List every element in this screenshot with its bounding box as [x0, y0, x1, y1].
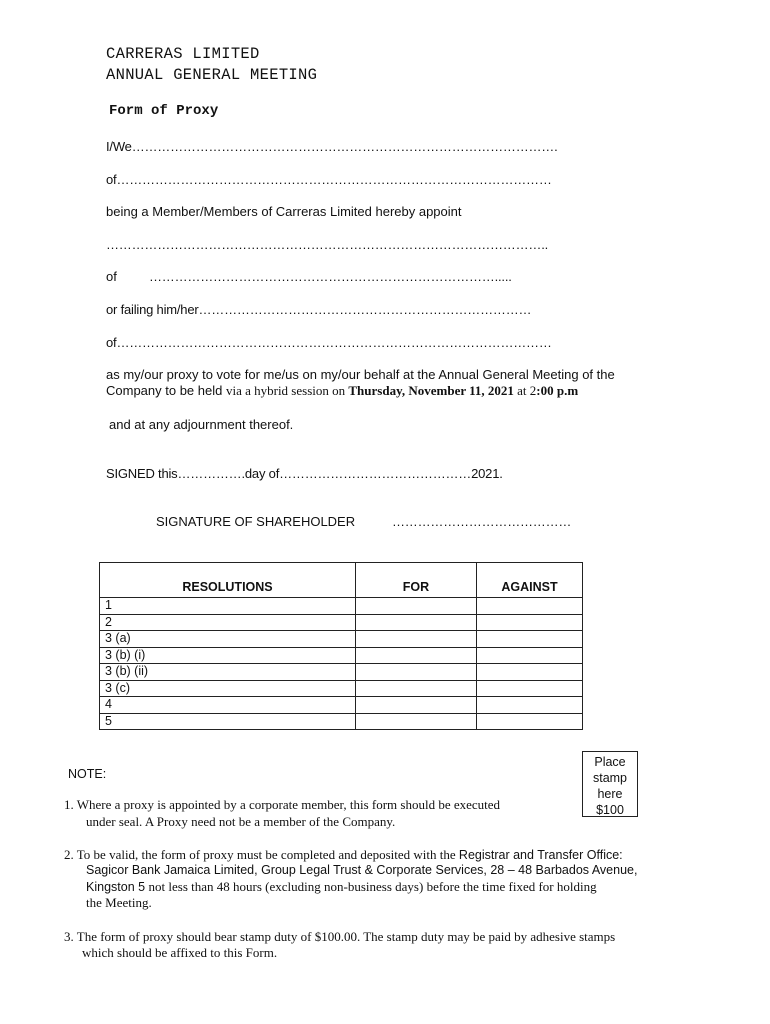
- against-cell[interactable]: [477, 664, 583, 681]
- table-row: [100, 647, 583, 664]
- vote-text-part-d: at 2: [513, 383, 537, 398]
- resolution-number: 3 (a): [100, 631, 356, 648]
- note-2-line1-a: 2. To be valid, the form of proxy must be completed and deposited with the: [64, 847, 459, 862]
- adjournment-text: and at any adjournment thereof.: [109, 417, 294, 432]
- for-cell[interactable]: [356, 680, 477, 697]
- for-cell[interactable]: [356, 614, 477, 631]
- note-2-line3-b: not less than 48 hours (excluding non-business days) before the time fixed for holding: [148, 879, 597, 894]
- vote-text-part-a: Company to be held: [106, 383, 226, 398]
- note-1-line1: 1. Where a proxy is appointed by a corporate member, this form should be executed: [64, 797, 501, 812]
- against-cell[interactable]: [477, 713, 583, 730]
- stamp-text-line1: Place: [594, 755, 626, 769]
- note-3-line1: 3. The form of proxy should bear stamp duty of $100.00. The stamp duty may be paid by adhesive stamps: [64, 929, 616, 944]
- resolutions-table: [99, 562, 583, 730]
- table-row: [100, 664, 583, 681]
- note-3-line2: which should be affixed to this Form.: [82, 945, 278, 960]
- note-2-line3: [86, 878, 597, 896]
- table-row: [100, 713, 583, 730]
- signature-line: ……………………………………: [392, 514, 572, 529]
- address-line: of…………………………………………………………………………………………: [106, 172, 552, 187]
- against-cell[interactable]: [477, 697, 583, 714]
- for-cell[interactable]: [356, 697, 477, 714]
- note-2-line4: the Meeting.: [86, 895, 152, 910]
- table-row: [100, 680, 583, 697]
- against-cell[interactable]: [477, 631, 583, 648]
- meeting-time: :00 p.m: [536, 383, 579, 398]
- name-line: I/We……………………………………………………………………………………….: [106, 139, 558, 154]
- resolution-number: 3 (c): [100, 680, 356, 697]
- against-cell[interactable]: [477, 647, 583, 664]
- against-cell[interactable]: [477, 598, 583, 615]
- table-row: [100, 697, 583, 714]
- form-title: Form of Proxy: [109, 103, 219, 119]
- for-cell[interactable]: [356, 631, 477, 648]
- vote-text-part-b: via a hybrid session on: [225, 383, 349, 398]
- resolution-number: 1: [100, 598, 356, 615]
- resolutions-header: RESOLUTIONS: [100, 563, 356, 598]
- note-2-line3-a: Kingston 5: [86, 880, 149, 894]
- table-row: [100, 598, 583, 615]
- stamp-amount: $100: [596, 803, 624, 817]
- vote-text-line1: as my/our proxy to vote for me/us on my/our behalf at the Annual General Meeting of the: [106, 367, 615, 382]
- stamp-box: [582, 751, 638, 817]
- alternate-proxy-line: or failing him/her……………………………………………………………………: [106, 302, 532, 317]
- resolution-number: 3 (b) (i): [100, 647, 356, 664]
- for-cell[interactable]: [356, 647, 477, 664]
- for-header: FOR: [356, 563, 477, 598]
- table-header-row: [100, 563, 583, 598]
- proxy-name-line: …………………………………………………………………………………………..: [106, 237, 549, 252]
- against-cell[interactable]: [477, 614, 583, 631]
- for-cell[interactable]: [356, 713, 477, 730]
- vote-text-line2: [106, 383, 578, 399]
- stamp-text-line3: here: [597, 787, 623, 801]
- proxy-of-label: of: [106, 269, 117, 284]
- for-cell[interactable]: [356, 664, 477, 681]
- against-header: AGAINST: [477, 563, 583, 598]
- resolution-number: 3 (b) (ii): [100, 664, 356, 681]
- note-2-line2: Sagicor Bank Jamaica Limited, Group Legal Trust & Corporate Services, 28 – 48 Barbados Avenue,: [86, 863, 638, 877]
- note-label: NOTE:: [68, 767, 107, 781]
- proxy-address-line: ……………………………………………………………………….....: [149, 269, 512, 284]
- resolution-number: 4: [100, 697, 356, 714]
- signed-date-line: SIGNED this…………….day of………………………………………2021.: [106, 466, 503, 481]
- resolution-number: 2: [100, 614, 356, 631]
- table-row: [100, 614, 583, 631]
- stamp-text-line2: stamp: [592, 771, 628, 785]
- against-cell[interactable]: [477, 680, 583, 697]
- for-cell[interactable]: [356, 598, 477, 615]
- member-appoint-text: being a Member/Members of Carreras Limited hereby appoint: [106, 204, 462, 219]
- resolution-number: 5: [100, 713, 356, 730]
- note-2-line1-b: Registrar and Transfer Office:: [458, 848, 623, 862]
- note-1-line2: under seal. A Proxy need not be a member of the Company.: [86, 814, 396, 829]
- meeting-title: ANNUAL GENERAL MEETING: [106, 66, 318, 84]
- alternate-address-line: of…………………………………………………………………………………………: [106, 335, 552, 350]
- meeting-date: Thursday, November 11, 2021: [348, 383, 514, 398]
- company-name: CARRERAS LIMITED: [106, 45, 260, 63]
- signature-label: SIGNATURE OF SHAREHOLDER: [156, 514, 356, 529]
- table-row: [100, 631, 583, 648]
